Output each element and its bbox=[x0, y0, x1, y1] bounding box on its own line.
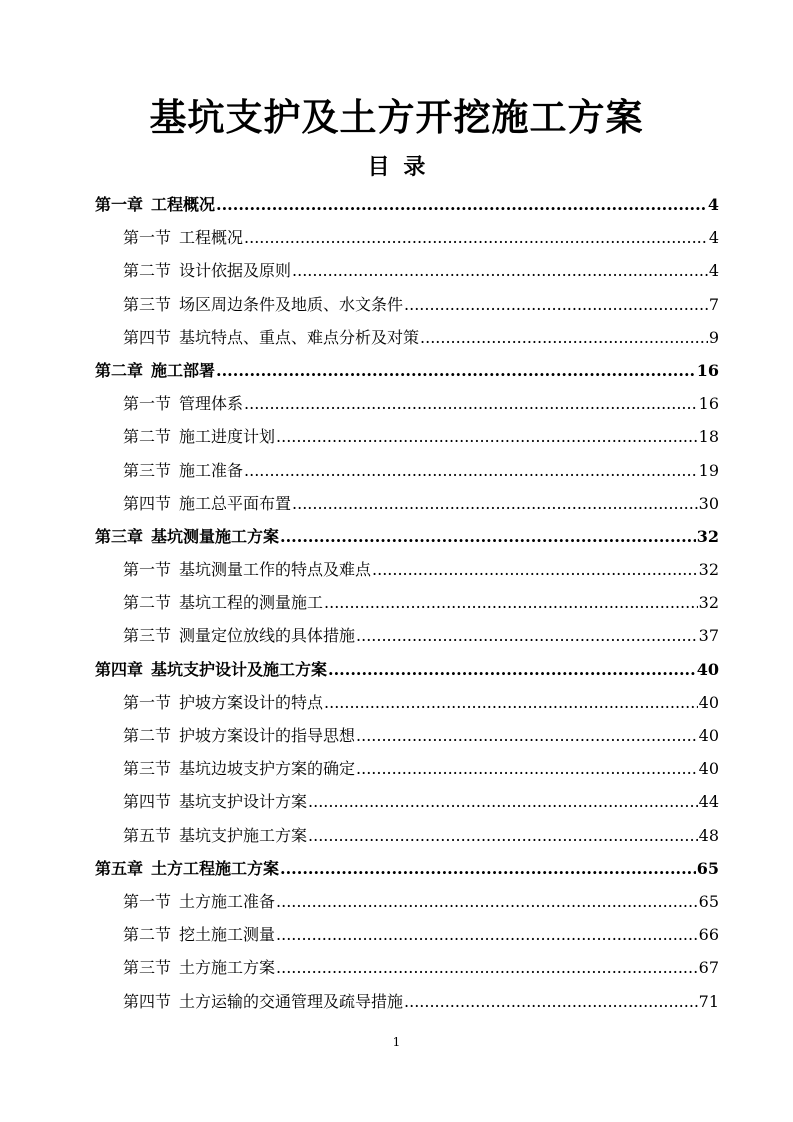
toc-section-entry[interactable] bbox=[95, 619, 719, 652]
toc-entry-title: 施工准备 bbox=[179, 460, 244, 480]
toc-entry-number: 第一节 bbox=[123, 560, 172, 580]
toc-leader-dots bbox=[276, 420, 698, 453]
toc-entry-title: 施工总平面布置 bbox=[179, 493, 292, 513]
toc-section-entry[interactable] bbox=[95, 719, 719, 752]
toc-entry-number: 第四章 bbox=[95, 659, 144, 679]
toc-entry-page: 32 bbox=[696, 526, 719, 546]
toc-leader-dots bbox=[308, 785, 698, 818]
toc-leader-dots bbox=[244, 387, 698, 420]
toc-chapter-entry[interactable] bbox=[95, 188, 719, 221]
toc-section-entry[interactable] bbox=[95, 221, 719, 254]
toc-entry-title: 基坑边坡支护方案的确定 bbox=[179, 759, 356, 779]
toc-leader-dots bbox=[244, 454, 698, 487]
toc-leader-dots bbox=[328, 653, 696, 686]
toc-leader-dots bbox=[292, 254, 708, 287]
toc-entry-title: 基坑测量施工方案 bbox=[151, 526, 280, 546]
toc-leader-dots bbox=[356, 752, 698, 785]
toc-entry-number: 第四节 bbox=[123, 991, 172, 1011]
toc-leader-dots bbox=[308, 819, 698, 852]
toc-entry-page: 44 bbox=[698, 792, 719, 812]
toc-entry-title: 工程概况 bbox=[151, 195, 216, 214]
toc-entry-title: 土方工程施工方案 bbox=[151, 858, 280, 878]
toc-entry-number: 第三节 bbox=[123, 626, 172, 646]
toc-section-entry[interactable] bbox=[95, 785, 719, 818]
toc-leader-dots bbox=[356, 619, 698, 652]
toc-entry-page: 32 bbox=[698, 560, 719, 580]
toc-entry-title: 施工进度计划 bbox=[179, 427, 276, 447]
toc-section-entry[interactable] bbox=[95, 387, 719, 420]
toc-section-entry[interactable] bbox=[95, 918, 719, 951]
toc-entry-number: 第一节 bbox=[123, 891, 172, 911]
toc-entry-number: 第二节 bbox=[123, 427, 172, 447]
toc-entry-number: 第三节 bbox=[123, 958, 172, 978]
toc-leader-dots bbox=[404, 288, 708, 321]
toc-entry-number: 第一节 bbox=[123, 394, 172, 414]
toc-entry-page: 4 bbox=[708, 261, 719, 281]
toc-leader-dots bbox=[356, 719, 698, 752]
toc-entry-page: 71 bbox=[698, 991, 719, 1011]
toc-section-entry[interactable] bbox=[95, 288, 719, 321]
toc-leader-dots bbox=[280, 520, 696, 553]
toc-entry-number: 第一节 bbox=[123, 228, 172, 248]
toc-entry-title: 土方运输的交通管理及疏导措施 bbox=[179, 991, 404, 1011]
toc-entry-title: 土方施工准备 bbox=[179, 891, 276, 911]
toc-heading: 目 录 bbox=[367, 154, 426, 180]
toc-section-entry[interactable] bbox=[95, 586, 719, 619]
toc-chapter-entry[interactable] bbox=[95, 852, 719, 885]
toc-leader-dots bbox=[404, 985, 698, 1018]
toc-leader-dots bbox=[280, 852, 696, 885]
table-of-contents bbox=[95, 188, 719, 1018]
toc-section-entry[interactable] bbox=[95, 254, 719, 287]
toc-entry-title: 基坑支护施工方案 bbox=[179, 825, 308, 845]
toc-entry-number: 第三节 bbox=[123, 759, 172, 779]
toc-chapter-entry[interactable] bbox=[95, 354, 719, 387]
toc-entry-page: 48 bbox=[698, 825, 719, 845]
toc-entry-number: 第一节 bbox=[123, 692, 172, 712]
toc-entry-number: 第二章 bbox=[95, 360, 144, 380]
toc-chapter-entry[interactable] bbox=[95, 653, 719, 686]
toc-leader-dots bbox=[324, 686, 698, 719]
toc-entry-number: 第二节 bbox=[123, 261, 172, 281]
toc-entry-page: 65 bbox=[696, 858, 719, 878]
toc-leader-dots bbox=[276, 918, 698, 951]
toc-entry-page: 40 bbox=[698, 692, 719, 712]
toc-entry-title: 基坑工程的测量施工 bbox=[179, 593, 324, 613]
toc-section-entry[interactable] bbox=[95, 819, 719, 852]
toc-leader-dots bbox=[244, 221, 708, 254]
toc-section-entry[interactable] bbox=[95, 420, 719, 453]
toc-entry-page: 32 bbox=[698, 593, 719, 613]
toc-section-entry[interactable] bbox=[95, 752, 719, 785]
toc-entry-page: 7 bbox=[708, 294, 719, 314]
toc-entry-page: 65 bbox=[698, 891, 719, 911]
toc-entry-number: 第四节 bbox=[123, 493, 172, 513]
toc-entry-title: 工程概况 bbox=[179, 228, 244, 248]
toc-entry-page: 4 bbox=[708, 228, 719, 248]
toc-entry-number: 第四节 bbox=[123, 327, 172, 347]
toc-leader-dots bbox=[216, 354, 696, 387]
toc-entry-page: 18 bbox=[698, 427, 719, 447]
toc-entry-number: 第三节 bbox=[123, 294, 172, 314]
toc-leader-dots bbox=[420, 321, 708, 354]
toc-section-entry[interactable] bbox=[95, 454, 719, 487]
toc-entry-number: 第三节 bbox=[123, 460, 172, 480]
toc-entry-number: 第二节 bbox=[123, 726, 172, 745]
toc-section-entry[interactable] bbox=[95, 553, 719, 586]
toc-entry-number: 第三章 bbox=[95, 526, 144, 546]
toc-leader-dots bbox=[276, 951, 698, 984]
toc-entry-page: 66 bbox=[698, 925, 719, 945]
toc-entry-page: 4 bbox=[707, 195, 719, 214]
toc-entry-title: 基坑支护设计及施工方案 bbox=[151, 659, 328, 679]
toc-entry-page: 30 bbox=[698, 493, 719, 513]
toc-entry-number: 第五节 bbox=[123, 825, 172, 845]
toc-section-entry[interactable] bbox=[95, 951, 719, 984]
toc-leader-dots bbox=[216, 188, 707, 221]
toc-entry-page: 67 bbox=[698, 958, 719, 978]
toc-section-entry[interactable] bbox=[95, 885, 719, 918]
toc-section-entry[interactable] bbox=[95, 985, 719, 1018]
toc-leader-dots bbox=[292, 487, 698, 520]
page-number: 1 bbox=[392, 1035, 401, 1049]
toc-leader-dots bbox=[324, 586, 698, 619]
toc-entry-page: 40 bbox=[698, 759, 719, 779]
toc-entry-number: 第二节 bbox=[123, 925, 172, 945]
toc-entry-title: 施工部署 bbox=[151, 360, 216, 380]
toc-entry-title: 设计依据及原则 bbox=[179, 261, 292, 281]
toc-entry-number: 第四节 bbox=[123, 792, 172, 812]
toc-leader-dots bbox=[276, 885, 698, 918]
toc-entry-title: 测量定位放线的具体措施 bbox=[179, 626, 356, 646]
toc-entry-number: 第五章 bbox=[95, 858, 144, 878]
toc-entry-page: 16 bbox=[698, 394, 719, 414]
toc-section-entry[interactable] bbox=[95, 321, 719, 354]
toc-entry-page: 40 bbox=[696, 659, 719, 679]
toc-entry-number: 第二节 bbox=[123, 593, 172, 613]
toc-chapter-entry[interactable] bbox=[95, 520, 719, 553]
toc-section-entry[interactable] bbox=[95, 487, 719, 520]
toc-entry-title: 基坑测量工作的特点及难点 bbox=[179, 560, 372, 580]
toc-entry-number: 第一章 bbox=[95, 195, 144, 214]
toc-entry-title: 基坑特点、重点、难点分析及对策 bbox=[179, 327, 420, 347]
toc-entry-title: 管理体系 bbox=[179, 394, 244, 414]
toc-entry-title: 土方施工方案 bbox=[179, 958, 276, 978]
toc-entry-title: 护坡方案设计的指导思想 bbox=[179, 726, 356, 745]
toc-entry-title: 挖土施工测量 bbox=[179, 925, 276, 945]
toc-entry-page: 40 bbox=[698, 726, 719, 745]
toc-entry-page: 37 bbox=[698, 626, 719, 646]
toc-leader-dots bbox=[372, 553, 698, 586]
toc-entry-title: 护坡方案设计的特点 bbox=[179, 692, 324, 712]
toc-section-entry[interactable] bbox=[95, 686, 719, 719]
document-title: 基坑支护及土方开挖施工方案 bbox=[149, 95, 644, 139]
toc-entry-page: 9 bbox=[708, 327, 719, 347]
toc-entry-page: 19 bbox=[698, 460, 719, 480]
toc-entry-title: 场区周边条件及地质、水文条件 bbox=[179, 294, 404, 314]
toc-entry-page: 16 bbox=[696, 360, 719, 380]
toc-entry-title: 基坑支护设计方案 bbox=[179, 792, 308, 812]
